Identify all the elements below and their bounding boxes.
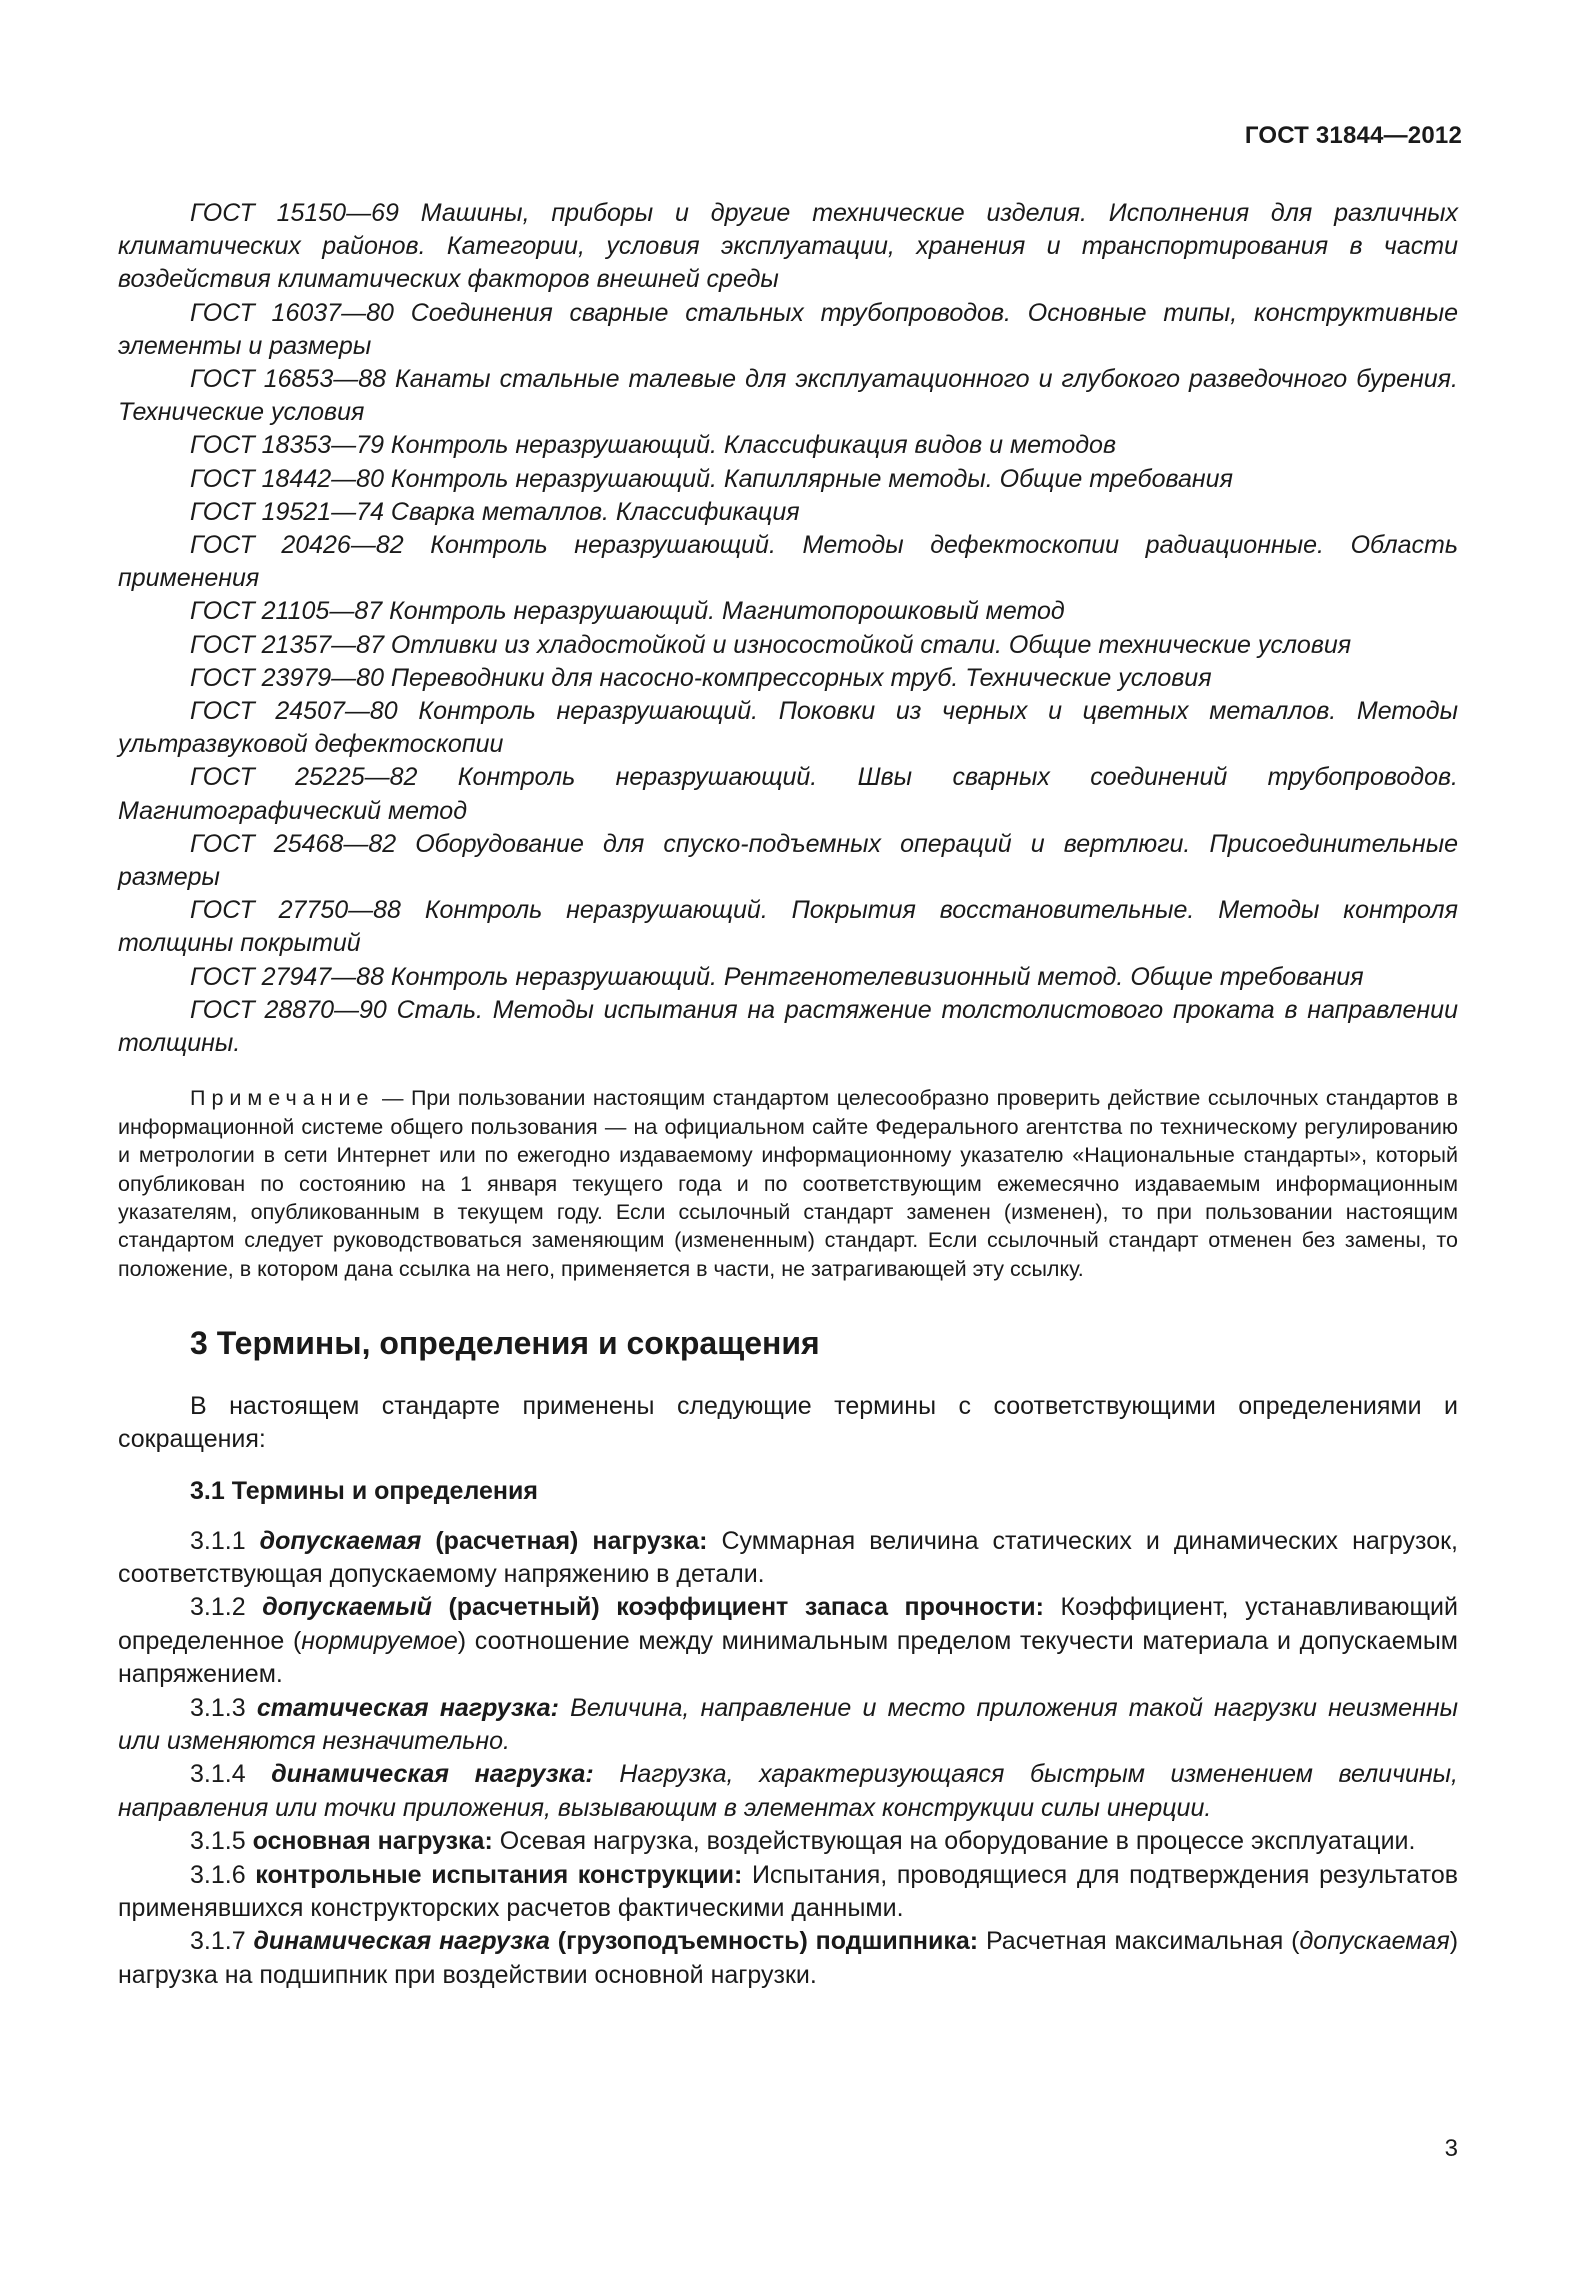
- section-3-intro: В настоящем стандарте применены следующие термины с соответствующими определениями и сокращения:: [118, 1392, 1458, 1454]
- reference-item: ГОСТ 16037—80 Соединения сварные стальных трубопроводов. Основные типы, конструктивные элементы и размеры: [118, 298, 1458, 360]
- note-block: [118, 1084, 1458, 1283]
- normative-references-list: [118, 197, 1458, 1060]
- terms-list: [118, 1525, 1458, 1993]
- term-definition: ) нагрузка на подшипник при воздействии основной нагрузки.: [118, 1927, 1459, 1989]
- term-number: 3.1.3: [190, 1693, 246, 1722]
- term-name: (расчетный) коэффициент запаса прочности:: [431, 1593, 1044, 1622]
- term-definition-italic: Величина, направление и место приложения такой нагрузки неизменны или изменяются незначительно.: [118, 1693, 1458, 1755]
- term-number: 3.1.6: [190, 1860, 246, 1889]
- term-number: 3.1.5: [190, 1827, 246, 1856]
- term-name: контрольные испытания конструкции:: [255, 1860, 743, 1889]
- reference-item: ГОСТ 27947—88 Контроль неразрушающий. Рентгенотелевизионный метод. Общие требования: [190, 962, 1364, 991]
- term-definition: Расчетная максимальная (: [978, 1927, 1300, 1956]
- reference-item: ГОСТ 21357—87 Отливки из хладостойкой и износостойкой стали. Общие технические условия: [190, 630, 1352, 659]
- term-item: [118, 1859, 1458, 1926]
- note-text: — При пользовании настоящим стандартом целесообразно проверить действие ссылочных стандартов в информационной системе общего пользования — на официальном сайте Федерального агентства по техническому регулированию и метрологии в сети Интернет или по ежегодно издаваемому информационному указателю «Национальные стандарты», который опубликован по состоянию на 1 января текущего года и по соответствующим ежемесячно издаваемым информационным указателям, опубликованным в текущем году. Если ссылочный стандарт заменен (изменен), то при пользовании настоящим стандартом следует руководствоваться заменяющим (измененным) стандарт. Если ссылочный стандарт отменен без замены, то положение, в котором дана ссылка на него, применяется в части, не затрагивающей эту ссылку.: [118, 1086, 1458, 1281]
- term-definition: Суммарная величина статических и динамических нагрузок, соответствующая допускаемому напряжению в детали.: [118, 1526, 1458, 1588]
- reference-item: ГОСТ 19521—74 Сварка металлов. Классификация: [190, 497, 800, 526]
- reference-item: ГОСТ 18353—79 Контроль неразрушающий. Классификация видов и методов: [190, 431, 1117, 460]
- term-definition-italic: допускаемая: [1299, 1927, 1450, 1956]
- term-name-italic: допускаемый: [262, 1593, 432, 1622]
- reference-item: ГОСТ 16853—88 Канаты стальные талевые для эксплуатационного и глубокого разведочного бурения. Технические условия: [118, 365, 1458, 427]
- term-item: [118, 1758, 1458, 1825]
- reference-item: ГОСТ 15150—69 Машины, приборы и другие технические изделия. Исполнения для различных климатических районов. Категории, условия эксплуатации, хранения и транспортирования в части воздействия климатических факторов внешней среды: [118, 199, 1458, 294]
- term-item: [118, 1925, 1458, 1992]
- note-label: Примечание: [190, 1086, 375, 1111]
- term-definition-italic: нормируемое: [301, 1626, 458, 1655]
- term-name-italic: динамическая нагрузка:: [271, 1760, 594, 1789]
- reference-item: ГОСТ 20426—82 Контроль неразрушающий. Методы дефектоскопии радиационные. Область применения: [118, 531, 1458, 593]
- reference-item: ГОСТ 25225—82 Контроль неразрушающий. Швы сварных соединений трубопроводов. Магнитографический метод: [118, 763, 1458, 825]
- term-number: 3.1.7: [190, 1927, 246, 1956]
- reference-item: ГОСТ 27750—88 Контроль неразрушающий. Покрытия восстановительные. Методы контроля толщины покрытий: [118, 896, 1458, 958]
- reference-item: ГОСТ 25468—82 Оборудование для спуско-подъемных операций и вертлюги. Присоединительные размеры: [118, 829, 1458, 892]
- reference-item: ГОСТ 21105—87 Контроль неразрушающий. Магнитопорошковый метод: [190, 597, 1065, 626]
- page-number: 3: [1444, 2135, 1458, 2162]
- reference-item: ГОСТ 18442—80 Контроль неразрушающий. Капиллярные методы. Общие требования: [190, 464, 1233, 493]
- term-definition: Коэффициент, устанавливающий определенное (: [118, 1593, 1458, 1655]
- term-name: (грузоподъемность) подшипника:: [549, 1927, 979, 1956]
- term-item: [118, 1591, 1458, 1691]
- term-name-italic: статическая нагрузка:: [256, 1693, 559, 1722]
- term-item: [118, 1692, 1458, 1759]
- term-name: основная нагрузка:: [252, 1827, 493, 1856]
- term-number: 3.1.4: [190, 1760, 246, 1789]
- term-definition-italic: Нагрузка, характеризующаяся быстрым изменением величины, направления или точки приложения, вызывающим в элементах конструкции силы инерции.: [118, 1760, 1459, 1822]
- term-definition: Осевая нагрузка, воздействующая на оборудование в процессе эксплуатации.: [492, 1827, 1416, 1856]
- section-3-title: 3 Термины, определения и сокращения: [190, 1325, 820, 1362]
- term-name-italic: допускаемая: [259, 1526, 422, 1555]
- reference-item: ГОСТ 23979—80 Переводники для насосно-компрессорных труб. Технические условия: [190, 663, 1212, 692]
- reference-item: ГОСТ 28870—90 Сталь. Методы испытания на растяжение толстолистового проката в направлении толщины.: [118, 995, 1458, 1058]
- term-item: [118, 1825, 1458, 1858]
- term-item: [118, 1525, 1458, 1592]
- term-number: 3.1.1: [190, 1526, 246, 1555]
- reference-item: ГОСТ 24507—80 Контроль неразрушающий. Поковки из черных и цветных металлов. Методы ультразвуковой дефектоскопии: [118, 697, 1458, 759]
- term-number: 3.1.2: [190, 1593, 246, 1622]
- term-name: (расчетная) нагрузка:: [421, 1526, 708, 1555]
- document-body: [118, 197, 1458, 1992]
- subsection-3-1-title: 3.1 Термины и определения: [190, 1476, 538, 1505]
- term-definition: ) соотношение между минимальным пределом текучести материала и допускаемым напряжением.: [118, 1626, 1458, 1689]
- document-id-header: ГОСТ 31844—2012: [1244, 122, 1462, 149]
- term-definition: Испытания, проводящиеся для подтверждения результатов применявшихся конструкторских расчетов фактическими данными.: [118, 1860, 1459, 1922]
- term-name-italic: динамическая нагрузка: [253, 1927, 550, 1956]
